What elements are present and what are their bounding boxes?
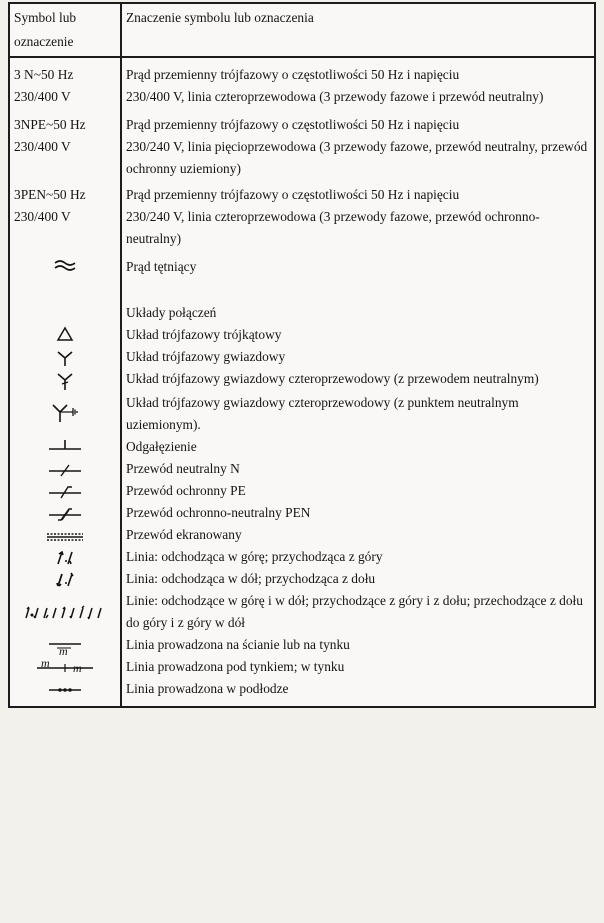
symbol-code: 230/400 V [9, 136, 121, 180]
symbol-table [8, 2, 596, 708]
table-row [9, 368, 595, 392]
meaning-text: Linia prowadzona w podłodze [121, 678, 595, 707]
table-row [9, 568, 595, 590]
meaning-text: 230/400 V, linia czteroprzewodowa (3 przewody fazowe i przewód neutralny) [121, 86, 595, 108]
symbol-code: 3PEN~50 Hz [9, 180, 121, 206]
line-under-plaster-icon [9, 656, 121, 678]
table-row [9, 502, 595, 524]
table-row [9, 86, 595, 108]
table-row [9, 634, 595, 656]
line-up-down-icon [9, 590, 121, 634]
neutral-conductor-icon [9, 458, 121, 480]
symbol-code: 230/400 V [9, 86, 121, 108]
meaning-text: Układ trójfazowy gwiazdowy czteroprzewodowy (z przewodem neutralnym) [121, 368, 595, 392]
table-row [9, 57, 595, 86]
branch-icon [9, 436, 121, 458]
meaning-text: Przewód ochronny PE [121, 480, 595, 502]
meaning-text: Linia: odchodząca w górę; przychodząca z góry [121, 546, 595, 568]
table-row [9, 524, 595, 546]
table-row [9, 392, 595, 436]
meaning-text: 230/240 V, linia czteroprzewodowa (3 przewody fazowe, przewód ochronno-neutralny) [121, 206, 595, 250]
table-row [9, 108, 595, 136]
table-row [9, 480, 595, 502]
m-symbol: m [41, 656, 50, 670]
m-symbol: m [59, 644, 68, 656]
table-row [9, 546, 595, 568]
meaning-text: Układ trójfazowy gwiazdowy [121, 346, 595, 368]
header-symbol: Symbol lub oznaczenie [9, 3, 121, 57]
m-symbol: m [73, 661, 82, 675]
table-row [9, 590, 595, 634]
table-row [9, 250, 595, 288]
symbol-code: 3 N~50 Hz [9, 57, 121, 86]
meaning-text: Linie: odchodzące w górę i w dół; przychodzące z góry i z dołu; przechodzące z dołu do góry i z góry w dół [121, 590, 595, 634]
table-header-row [9, 3, 595, 57]
table-row [9, 302, 595, 324]
line-on-wall-icon [9, 634, 121, 656]
meaning-text: Przewód neutralny N [121, 458, 595, 480]
meaning-text: Prąd przemienny trójfazowy o częstotliwości 50 Hz i napięciu [121, 180, 595, 206]
meaning-text: Odgałęzienie [121, 436, 595, 458]
meaning-text: 230/240 V, linia pięcioprzewodowa (3 przewody fazowe, przewód neutralny, przewód ochronny uziemiony) [121, 136, 595, 180]
meaning-text: Linia prowadzona pod tynkiem; w tynku [121, 656, 595, 678]
symbol-code: 230/400 V [9, 206, 121, 250]
shielded-conductor-icon [9, 524, 121, 546]
pen-conductor-icon [9, 502, 121, 524]
star-y-icon [9, 346, 121, 368]
table-row [9, 206, 595, 250]
table-row [9, 678, 595, 707]
pulsating-current-icon [9, 250, 121, 288]
header-meaning: Znaczenie symbolu lub oznaczenia [121, 3, 595, 57]
table-row [9, 136, 595, 180]
table-row [9, 180, 595, 206]
meaning-text: Prąd tętniący [121, 250, 595, 288]
delta-triangle-icon [9, 324, 121, 346]
table-row [9, 458, 595, 480]
meaning-text: Linia: odchodząca w dół; przychodząca z dołu [121, 568, 595, 590]
protective-conductor-icon [9, 480, 121, 502]
meaning-text: Układ trójfazowy gwiazdowy czteroprzewodowy (z punktem neutralnym uziemionym). [121, 392, 595, 436]
line-down-icon [9, 568, 121, 590]
symbol-code: 3NPE~50 Hz [9, 108, 121, 136]
table-row [9, 656, 595, 678]
meaning-text: Przewód ochronno-neutralny PEN [121, 502, 595, 524]
meaning-text: Układ trójfazowy trójkątowy [121, 324, 595, 346]
meaning-text: Linia prowadzona na ścianie lub na tynku [121, 634, 595, 656]
meaning-text: Prąd przemienny trójfazowy o częstotliwości 50 Hz i napięciu [121, 57, 595, 86]
meaning-text: Prąd przemienny trójfazowy o częstotliwości 50 Hz i napięciu [121, 108, 595, 136]
star-grounded-neutral-icon [9, 392, 121, 436]
line-in-floor-icon [9, 678, 121, 707]
table-row [9, 346, 595, 368]
star-neutral-icon [9, 368, 121, 392]
section-heading: Układy połączeń [121, 302, 595, 324]
line-up-icon [9, 546, 121, 568]
table-row [9, 436, 595, 458]
table-row [9, 324, 595, 346]
meaning-text: Przewód ekranowany [121, 524, 595, 546]
